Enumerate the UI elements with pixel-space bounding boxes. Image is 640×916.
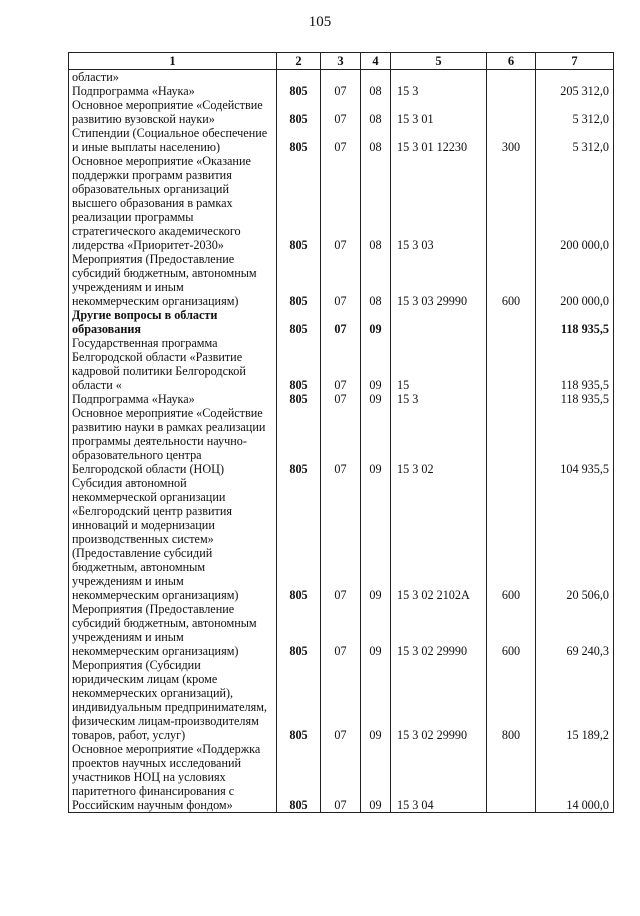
table-row <box>69 70 614 85</box>
table-cell-name: Основное мероприятие «Оказание поддержки программ развития образовательных организаций высшего образования в рамках реализации программы стратегического академического лидерства «Приоритет-2030» <box>69 154 277 252</box>
table-cell-c3: 07 <box>321 392 361 406</box>
table-cell-c6 <box>487 70 536 85</box>
table-cell-c6 <box>487 308 536 336</box>
table-cell-c4: 08 <box>361 84 391 98</box>
table-cell-c3: 07 <box>321 84 361 98</box>
table-cell-c6 <box>487 392 536 406</box>
column-header: 2 <box>277 53 321 70</box>
table-cell-name: Мероприятия (Субсидии юридическим лицам (кроме некоммерческих организаций), индивидуальным предпринимателям, физическим лицам-производителям товаров, работ, услуг) <box>69 658 277 742</box>
table-cell-c3: 07 <box>321 126 361 154</box>
table-cell-c3: 07 <box>321 742 361 813</box>
table-cell-c4: 08 <box>361 126 391 154</box>
table-cell-c2 <box>277 70 321 85</box>
table-cell-c5: 15 3 <box>391 84 487 98</box>
table-row <box>69 658 614 742</box>
column-header: 7 <box>536 53 614 70</box>
table-cell-c6 <box>487 406 536 476</box>
budget-table <box>68 52 614 813</box>
table-cell-c4: 09 <box>361 602 391 658</box>
page-number: 105 <box>308 14 332 30</box>
table-cell-c3: 07 <box>321 252 361 308</box>
table-cell-c2: 805 <box>277 252 321 308</box>
table-cell-c7: 200 000,0 <box>536 154 614 252</box>
table-row <box>69 84 614 98</box>
table-cell-c5: 15 3 01 <box>391 98 487 126</box>
table-cell-c6 <box>487 742 536 813</box>
table-cell-name: Государственная программа Белгородской области «Развитие кадровой политики Белгородской области « <box>69 336 277 392</box>
table-cell-c5: 15 3 02 <box>391 406 487 476</box>
table-cell-c4: 08 <box>361 252 391 308</box>
table-cell-name: Другие вопросы в области образования <box>69 308 277 336</box>
table-cell-c7: 118 935,5 <box>536 392 614 406</box>
table-cell-c2: 805 <box>277 154 321 252</box>
table-cell-c5: 15 3 02 2102А <box>391 476 487 602</box>
table-cell-c2: 805 <box>277 602 321 658</box>
table-cell-c6: 600 <box>487 602 536 658</box>
table-cell-c2: 805 <box>277 126 321 154</box>
table-cell-name: Подпрограмма «Наука» <box>69 392 277 406</box>
table-cell-c2: 805 <box>277 406 321 476</box>
table-cell-c5: 15 3 04 <box>391 742 487 813</box>
table-row <box>69 476 614 602</box>
table-row <box>69 406 614 476</box>
column-header: 4 <box>361 53 391 70</box>
table-cell-c5 <box>391 70 487 85</box>
table-cell-name: Основное мероприятие «Поддержка проектов научных исследований участников НОЦ на условиях паритетного финансирования с Российским научным фондом» <box>69 742 277 813</box>
table-cell-c5: 15 3 02 29990 <box>391 658 487 742</box>
table-cell-c3: 07 <box>321 602 361 658</box>
table-cell-c2: 805 <box>277 742 321 813</box>
table-cell-c7: 200 000,0 <box>536 252 614 308</box>
table-cell-c7: 15 189,2 <box>536 658 614 742</box>
table-cell-c6 <box>487 84 536 98</box>
table-cell-c5: 15 3 <box>391 392 487 406</box>
table-cell-c4: 09 <box>361 406 391 476</box>
table-cell-c7: 5 312,0 <box>536 126 614 154</box>
table-row <box>69 154 614 252</box>
table-cell-c2: 805 <box>277 392 321 406</box>
table-cell-c4: 08 <box>361 98 391 126</box>
table-cell-name: Стипендии (Социальное обеспечение и иные выплаты населению) <box>69 126 277 154</box>
table-cell-c7: 118 935,5 <box>536 308 614 336</box>
table-cell-c2: 805 <box>277 476 321 602</box>
table-row <box>69 602 614 658</box>
table-cell-c2: 805 <box>277 98 321 126</box>
table-cell-name: области» <box>69 70 277 85</box>
table-cell-c5: 15 3 03 29990 <box>391 252 487 308</box>
table-cell-c6: 800 <box>487 658 536 742</box>
table-cell-c3: 07 <box>321 154 361 252</box>
table-cell-c4: 09 <box>361 742 391 813</box>
table-cell-c4: 09 <box>361 476 391 602</box>
table-cell-c4: 09 <box>361 392 391 406</box>
table-cell-c3: 07 <box>321 336 361 392</box>
table-cell-c7: 118 935,5 <box>536 336 614 392</box>
table-cell-c7: 20 506,0 <box>536 476 614 602</box>
table-cell-c7: 5 312,0 <box>536 98 614 126</box>
table-cell-c7: 104 935,5 <box>536 406 614 476</box>
table-cell-c7 <box>536 70 614 85</box>
table-cell-c4: 09 <box>361 658 391 742</box>
table-row <box>69 336 614 392</box>
table-cell-c2: 805 <box>277 84 321 98</box>
table-cell-c3 <box>321 70 361 85</box>
column-header: 1 <box>69 53 277 70</box>
table-cell-c7: 69 240,3 <box>536 602 614 658</box>
table-cell-name: Подпрограмма «Наука» <box>69 84 277 98</box>
table-cell-c3: 07 <box>321 98 361 126</box>
table-cell-name: Мероприятия (Предоставление субсидий бюджетным, автономным учреждениям и иным некоммерческим организациям) <box>69 602 277 658</box>
table-cell-c3: 07 <box>321 658 361 742</box>
table-cell-c6 <box>487 336 536 392</box>
table-header-row <box>69 53 614 70</box>
table-row <box>69 252 614 308</box>
table-cell-c6 <box>487 154 536 252</box>
table-cell-c5: 15 3 02 29990 <box>391 602 487 658</box>
column-header: 5 <box>391 53 487 70</box>
table-cell-name: Субсидия автономной некоммерческой организации «Белгородский центр развития инноваций и модернизации производственных систем» (Предоставление субсидий бюджетным, автономным учреждениям и иным некоммерческим организациям) <box>69 476 277 602</box>
table-cell-c2: 805 <box>277 336 321 392</box>
table-cell-c6: 300 <box>487 126 536 154</box>
table-cell-c5 <box>391 308 487 336</box>
table-row <box>69 308 614 336</box>
table-cell-c3: 07 <box>321 476 361 602</box>
table-cell-c6: 600 <box>487 476 536 602</box>
table-cell-c3: 07 <box>321 308 361 336</box>
table-cell-c5: 15 3 03 <box>391 154 487 252</box>
table-cell-name: Основное мероприятие «Содействие развитию науки в рамках реализации программы деятельности научно- образовательного центра Белгородской области (НОЦ) <box>69 406 277 476</box>
table-cell-c7: 205 312,0 <box>536 84 614 98</box>
table-cell-c2: 805 <box>277 658 321 742</box>
table-cell-name: Мероприятия (Предоставление субсидий бюджетным, автономным учреждениям и иным некоммерческим организациям) <box>69 252 277 308</box>
table-row <box>69 126 614 154</box>
table-cell-c5: 15 3 01 12230 <box>391 126 487 154</box>
table-cell-name: Основное мероприятие «Содействие развитию вузовской науки» <box>69 98 277 126</box>
table-cell-c2: 805 <box>277 308 321 336</box>
column-header: 3 <box>321 53 361 70</box>
table-row <box>69 742 614 813</box>
table-cell-c6 <box>487 98 536 126</box>
table-row <box>69 392 614 406</box>
table-cell-c6: 600 <box>487 252 536 308</box>
table-cell-c4: 09 <box>361 308 391 336</box>
table-cell-c4: 08 <box>361 154 391 252</box>
column-header: 6 <box>487 53 536 70</box>
table-cell-c4 <box>361 70 391 85</box>
table-row <box>69 98 614 126</box>
table-cell-c7: 14 000,0 <box>536 742 614 813</box>
table-cell-c5: 15 <box>391 336 487 392</box>
table-cell-c4: 09 <box>361 336 391 392</box>
table-cell-c3: 07 <box>321 406 361 476</box>
